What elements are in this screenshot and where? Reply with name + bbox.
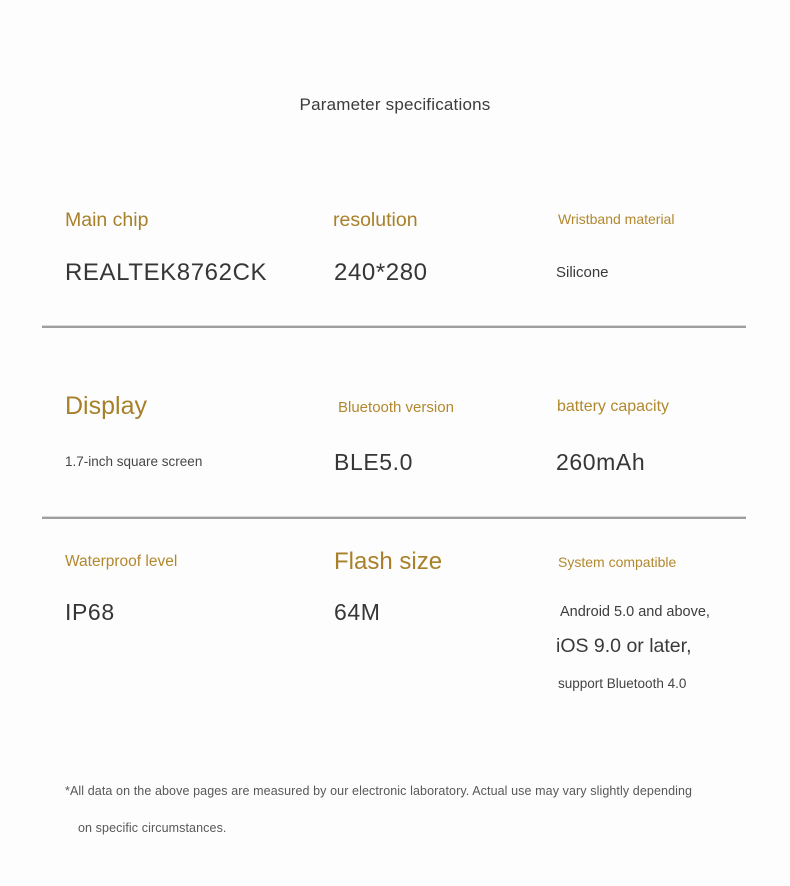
resolution-label: resolution (333, 209, 418, 231)
battery-capacity-value: 260mAh (556, 449, 646, 475)
divider-bottom (42, 516, 746, 519)
system-compatible-line-android: Android 5.0 and above, (560, 604, 710, 620)
flash-size-label: Flash size (334, 548, 443, 575)
page-title: Parameter specifications (299, 95, 491, 114)
system-compatible-line-ios: iOS 9.0 or later, (556, 635, 692, 657)
bluetooth-version-value: BLE5.0 (334, 449, 414, 475)
battery-capacity-label: battery capacity (557, 398, 670, 415)
system-compatible-label: System compatible (558, 554, 677, 570)
main-chip-label: Main chip (65, 209, 149, 231)
waterproof-level-label: Waterproof level (65, 553, 178, 570)
bluetooth-version-label: Bluetooth version (338, 399, 454, 416)
wristband-material-value: Silicone (556, 264, 609, 281)
footnote-line-2: on specific circumstances. (78, 821, 227, 835)
system-compatible-line-bluetooth: support Bluetooth 4.0 (558, 676, 687, 691)
waterproof-level-value: IP68 (65, 599, 115, 625)
display-label: Display (65, 392, 147, 420)
flash-size-value: 64M (334, 599, 381, 625)
divider-top (42, 325, 746, 328)
footnote-line-1: *All data on the above pages are measured by our electronic laboratory. Actual use may vary slightly depending (65, 784, 693, 798)
display-value: 1.7-inch square screen (65, 454, 203, 469)
main-chip-value: REALTEK8762CK (65, 259, 268, 286)
resolution-value: 240*280 (334, 259, 428, 286)
wristband-material-label: Wristband material (558, 211, 675, 227)
